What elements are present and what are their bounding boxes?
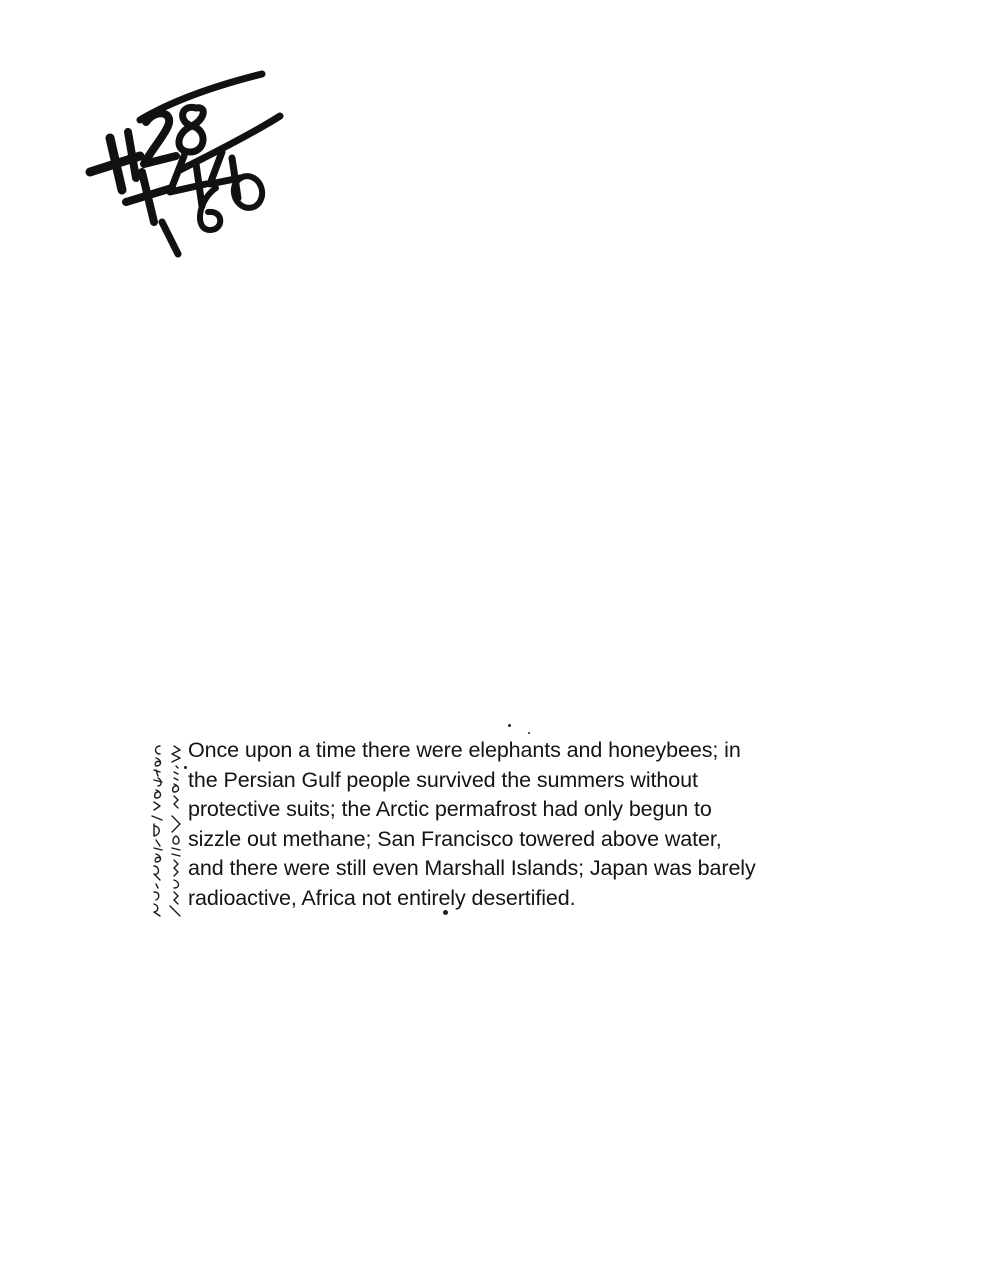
paper-speck — [508, 724, 511, 727]
quote-line-6: radioactive, Africa not entirely desertified. — [188, 885, 576, 910]
handwritten-attribution — [146, 740, 186, 920]
tally-line-1 — [70, 270, 71, 271]
tally-line-3 — [70, 270, 71, 271]
quote-line-1: Once upon a time there were elephants and honeybees; in — [188, 738, 741, 762]
tally-line-2 — [70, 270, 71, 271]
attribution-title — [146, 920, 147, 921]
handwritten-tally-drawing — [70, 60, 310, 270]
quote-line-2: the Persian Gulf people survived the summers without — [188, 767, 698, 792]
handwritten-tally — [70, 60, 310, 270]
quote-line-5: and there were still even Marshall Islands; Japan was barely — [188, 856, 756, 880]
quote-clipping — [140, 712, 830, 922]
quote-line-3: protective suits; the Arctic permafrost had only begun to — [188, 797, 712, 821]
quote-line-4: sizzle out methane; San Francisco towered above water, — [188, 826, 722, 851]
paper-speck — [528, 732, 530, 734]
quote-text — [188, 736, 818, 913]
attribution-author — [146, 920, 147, 921]
handwritten-attribution-drawing — [146, 740, 186, 920]
